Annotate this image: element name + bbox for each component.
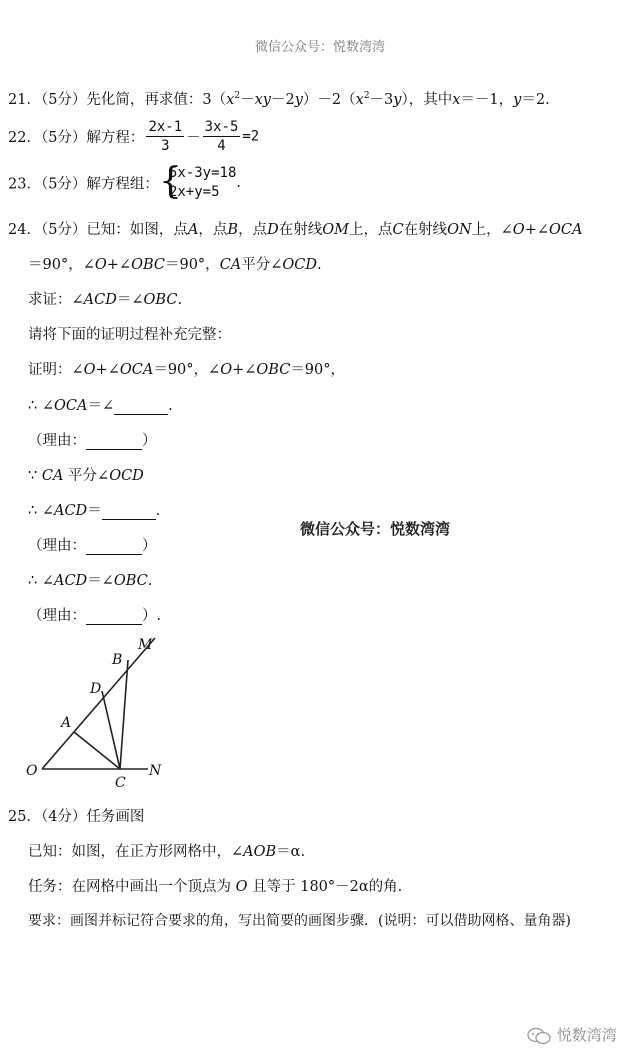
therefore-symbol: ∴ ∠	[28, 503, 54, 519]
text: （理由：	[28, 538, 86, 554]
text: 平分∠	[68, 468, 110, 484]
ray-ca: CA	[219, 257, 242, 273]
var-y: y	[513, 92, 522, 108]
question-24-line-1	[8, 218, 582, 239]
point-o: O	[83, 362, 96, 378]
ray-om: OM	[322, 222, 349, 238]
q21-number: 21．（5分）先化简，再求值：3（	[8, 92, 227, 108]
point-c: C	[392, 222, 404, 238]
text: .	[177, 292, 183, 308]
q25-requirement: 要求：画图并标记符合要求的角，写出简要的画图步骤．(说明：可以借助网格、量角器)	[28, 913, 571, 929]
point-o: O	[220, 362, 233, 378]
reason-line-2	[28, 534, 157, 555]
equation-1: 5x-3y=18	[168, 165, 237, 181]
fraction-1	[146, 118, 184, 155]
text: ＝90°，∠	[153, 362, 221, 378]
text: ）.	[142, 608, 162, 624]
text: 上，点	[348, 222, 393, 238]
reason-blank-1[interactable]	[86, 433, 142, 450]
therefore-symbol: ∴ ∠	[28, 573, 54, 589]
proof-line-5	[28, 569, 152, 590]
point-o: O	[512, 222, 525, 238]
text: ＝∠	[87, 398, 115, 414]
proof-line-2	[28, 394, 173, 415]
question-23	[8, 161, 241, 202]
question-22	[8, 118, 259, 155]
text: ＝∠	[116, 292, 144, 308]
angle-acd: ACD	[53, 503, 88, 519]
angle-aob: AOB	[243, 844, 277, 860]
text: ）	[142, 538, 157, 554]
numerator: 2x-1	[148, 119, 183, 135]
label-m: M	[138, 637, 153, 653]
text: 证明：∠	[28, 362, 84, 378]
op: －2	[270, 92, 295, 108]
denominator: 3	[161, 138, 170, 154]
value: ＝2.	[521, 92, 550, 108]
text: 24．（5分）已知：如图，点	[8, 222, 188, 238]
label-o: O	[26, 763, 38, 779]
instruction: 请将下面的证明过程补充完整：	[28, 327, 231, 343]
exponent: 2	[363, 91, 370, 102]
text: 在射线	[403, 222, 448, 238]
footer-brand	[526, 1024, 617, 1045]
ray-ca: CA	[41, 468, 64, 484]
var-x: x	[452, 92, 461, 108]
angle-oca: OCA	[549, 222, 583, 238]
proof-line-4	[28, 499, 160, 520]
reason-line-1	[28, 429, 157, 450]
q23-number: 23．（5分）解方程组：	[8, 176, 159, 193]
var-y: y	[294, 92, 303, 108]
point-b: B	[227, 222, 239, 238]
q25-given	[28, 840, 305, 861]
text: （理由：	[28, 433, 86, 449]
text: ＝90°，	[290, 362, 346, 378]
text: 求证：∠	[28, 292, 84, 308]
angle-symbol: ∠	[500, 222, 513, 238]
point-o: O	[94, 257, 107, 273]
angle-obc: OBC	[113, 573, 148, 589]
point-a: A	[187, 222, 199, 238]
op: －	[240, 92, 255, 108]
text: .	[147, 573, 153, 589]
answer-blank-2[interactable]	[102, 503, 156, 520]
equals: =2	[242, 128, 260, 145]
angle-ocd: OCD	[109, 468, 144, 484]
text: 在射线	[278, 222, 323, 238]
label-d: D	[90, 681, 102, 697]
label-n: N	[149, 763, 162, 779]
prove-statement	[28, 288, 182, 309]
angle-acd: ACD	[83, 292, 117, 308]
proof-line-3	[28, 464, 144, 485]
angle-oca: OCA	[53, 398, 88, 414]
ray-on: ON	[447, 222, 472, 238]
equation-system	[158, 161, 237, 202]
text: ）	[142, 433, 157, 449]
fraction-2	[203, 118, 241, 155]
text: ＝90°，∠	[28, 257, 95, 273]
text: ，点	[198, 222, 228, 238]
watermark: 微信公众号：悦数湾湾	[300, 520, 451, 538]
point-d: D	[267, 222, 279, 238]
text: ），其中	[401, 92, 453, 108]
q22-number: 22．（5分）解方程：	[8, 130, 145, 146]
question-24-line-2	[28, 253, 322, 274]
answer-blank-1[interactable]	[114, 398, 168, 415]
reason-blank-3[interactable]	[86, 608, 142, 625]
text: 已知：如图，在正方形网格中，∠	[28, 844, 244, 860]
reason-blank-2[interactable]	[86, 538, 142, 555]
op: －	[186, 130, 201, 146]
angle-ocd: OCD	[282, 257, 318, 273]
angle-obc: OBC	[256, 362, 291, 378]
reason-line-3	[28, 604, 161, 625]
text: ）－2（	[302, 92, 356, 108]
text: ＝α.	[276, 844, 306, 860]
var-y: y	[393, 92, 402, 108]
page-header: 微信公众号：悦数湾湾	[254, 40, 385, 55]
footer-brand-text: 悦数湾湾	[556, 1026, 617, 1044]
angle-obc: OBC	[143, 292, 178, 308]
brace-icon: {	[158, 161, 182, 202]
label-a: A	[61, 715, 72, 731]
angle-obc: OBC	[131, 257, 165, 273]
equation-2: 2x+y=5	[168, 184, 220, 200]
text: .	[155, 503, 161, 519]
var-x: x	[226, 92, 235, 108]
text: 上，	[471, 222, 501, 238]
geometry-figure	[20, 632, 180, 792]
text: +∠	[524, 222, 549, 238]
angle-oca: OCA	[119, 362, 154, 378]
text: .	[168, 398, 173, 414]
angle-acd: ACD	[53, 573, 88, 589]
text: （理由：	[28, 608, 86, 624]
var-xy: xy	[254, 92, 271, 108]
ray-om-line	[42, 638, 155, 769]
point-o: O	[235, 879, 248, 895]
text: 且等于 180°－2α的角.	[252, 879, 403, 895]
q25-task	[28, 875, 402, 896]
question-21	[8, 88, 550, 109]
var-x: x	[355, 92, 364, 108]
label-b: B	[112, 652, 123, 668]
text: 任务：在网格中画出一个顶点为	[28, 879, 231, 895]
text: ＝∠	[87, 573, 114, 589]
label-c: C	[115, 775, 126, 791]
text: +∠	[95, 362, 120, 378]
op: －3	[369, 92, 394, 108]
text: +∠	[106, 257, 132, 273]
numerator: 3x-5	[204, 119, 239, 135]
wechat-icon	[526, 1027, 552, 1045]
exponent: 2	[234, 91, 241, 102]
therefore-symbol: ∴ ∠	[28, 398, 54, 414]
value: ＝－1，	[460, 92, 514, 108]
period: .	[236, 175, 241, 191]
proof-line-1	[28, 358, 345, 379]
text: +∠	[232, 362, 257, 378]
denominator: 4	[217, 138, 226, 154]
text: ＝	[87, 503, 102, 519]
because-symbol: ∵	[28, 468, 38, 484]
question-25: 25．（4分）任务画图	[8, 809, 145, 825]
text: 平分∠	[241, 257, 283, 273]
text: ＝90°，	[164, 257, 220, 273]
text: .	[317, 257, 322, 273]
text: ，点	[238, 222, 268, 238]
